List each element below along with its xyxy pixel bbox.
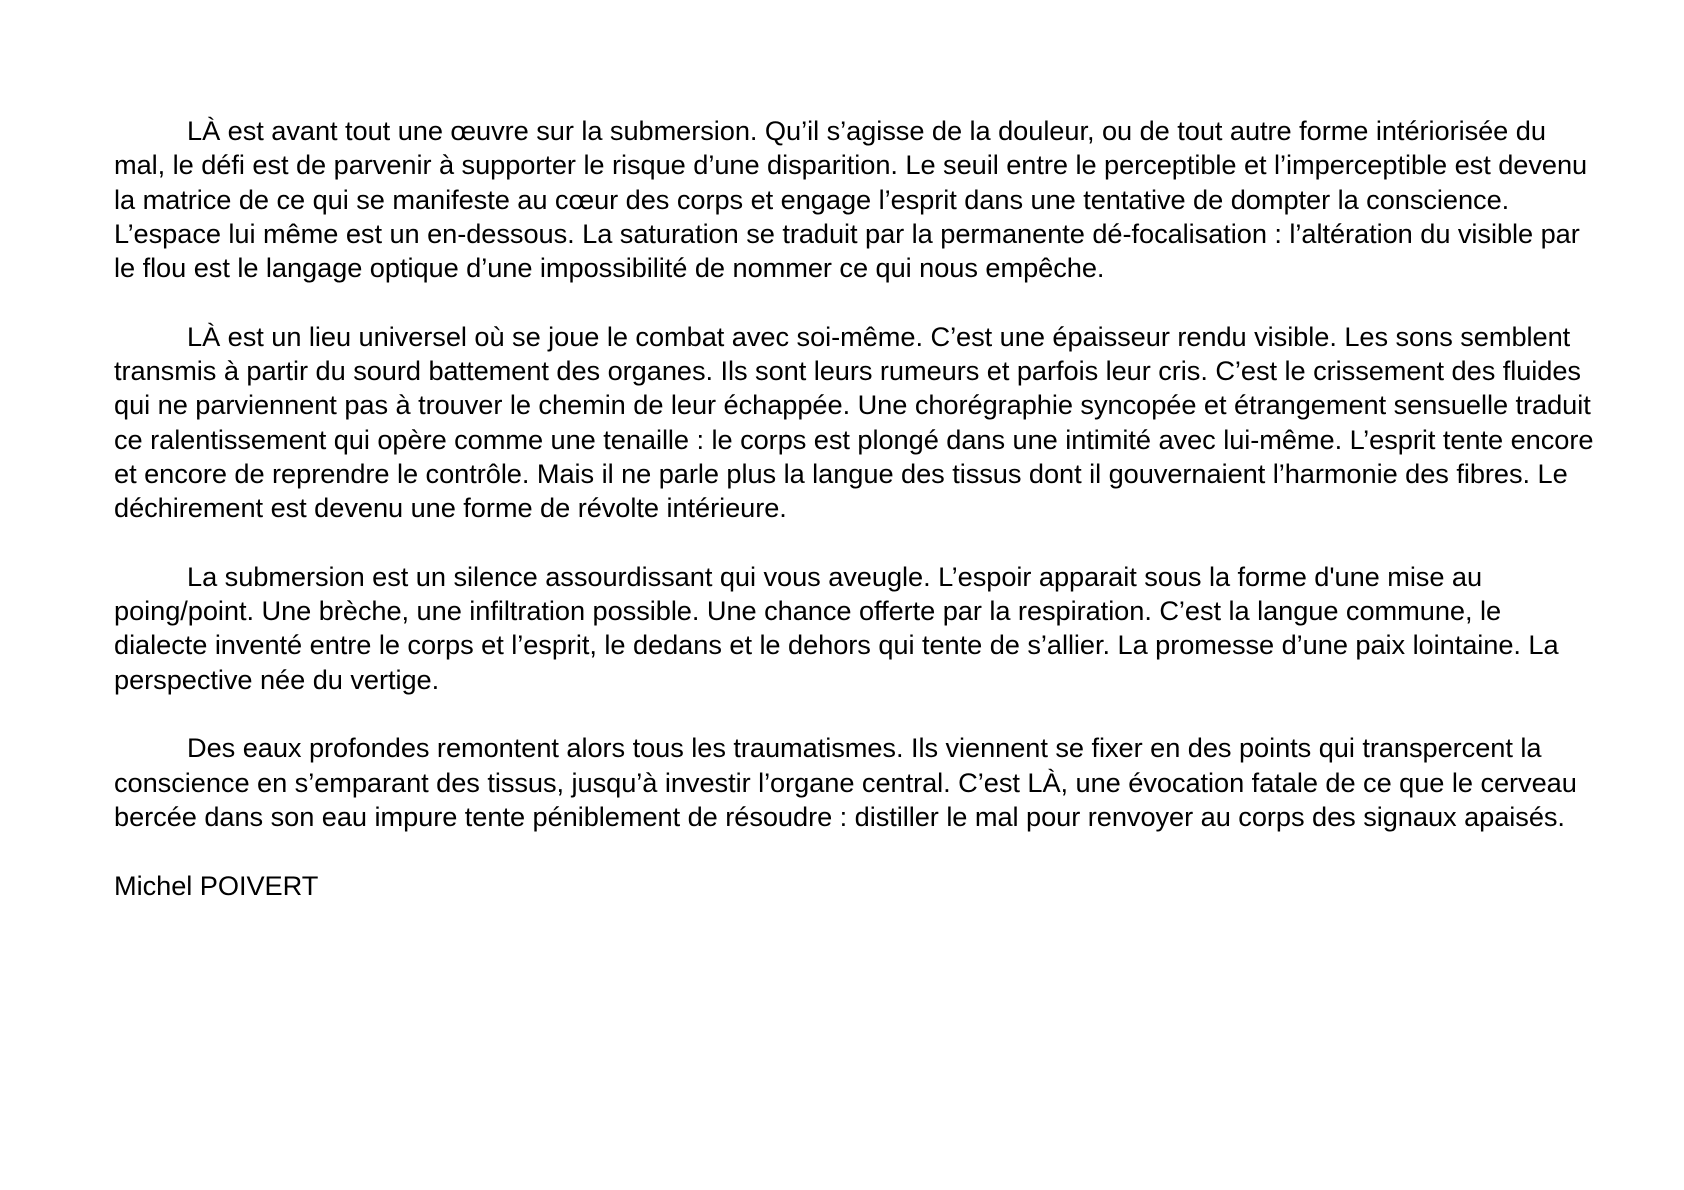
paragraph-1: LÀ est avant tout une œuvre sur la submersion. Qu’il s’agisse de la douleur, ou de tout autre forme intériorisée du mal, le défi est de parvenir à supporter le risque d’une disparition. Le seuil entre le perceptible et l’imperceptible est devenu la matrice de ce qui se manifeste au cœur des corps et engage l’esprit dans une tentative de dompter la conscience. L’espace lui même est un en-dessous. La saturation se traduit par la permanente dé-focalisation : l’altération du visible par le flou est le langage optique d’une impossibilité de nommer ce qui nous empêche. xyxy=(114,115,1588,284)
paragraph-4: Des eaux profondes remontent alors tous les traumatismes. Ils viennent se fixer en des points qui transpercent la conscience en s’emparant des tissus, jusqu’à investir l’organe central. C’est LÀ, une évocation fatale de ce que le cerveau bercée dans son eau impure tente péniblement de résoudre : distiller le mal pour renvoyer au corps des signaux apaisés. xyxy=(114,732,1577,832)
paragraph-3: La submersion est un silence assourdissant qui vous aveugle. L’espoir apparait sous la forme d'une mise au poing/point. Une brèche, une infiltration possible. Une chance offerte par la respiration. C’est la langue commune, le dialecte inventé entre le corps et l’esprit, le dedans et le dehors qui tente de s’allier. La promesse d’une paix lointaine. La perspective née du vertige. xyxy=(114,560,1559,695)
author-signature: Michel POIVERT xyxy=(114,869,319,901)
paragraph-2: LÀ est un lieu universel où se joue le combat avec soi-même. C’est une épaisseur rendu visible. Les sons semblent transmis à partir du sourd battement des organes. Ils sont leurs rumeurs et parfois leur cris. C’est le crissement des fluides qui ne parviennent pas à trouver le chemin de leur échappée. Une chorégraphie syncopée et étrangement sensuelle traduit ce ralentissement qui opère comme une tenaille : le corps est plongé dans une intimité avec lui-même. L’esprit tente encore et encore de reprendre le contrôle. Mais il ne parle plus la langue des tissus dont il gouvernaient l’harmonie des fibres. Le déchirement est devenu une forme de révolte intérieure. xyxy=(114,320,1594,524)
document-body xyxy=(114,114,1594,903)
